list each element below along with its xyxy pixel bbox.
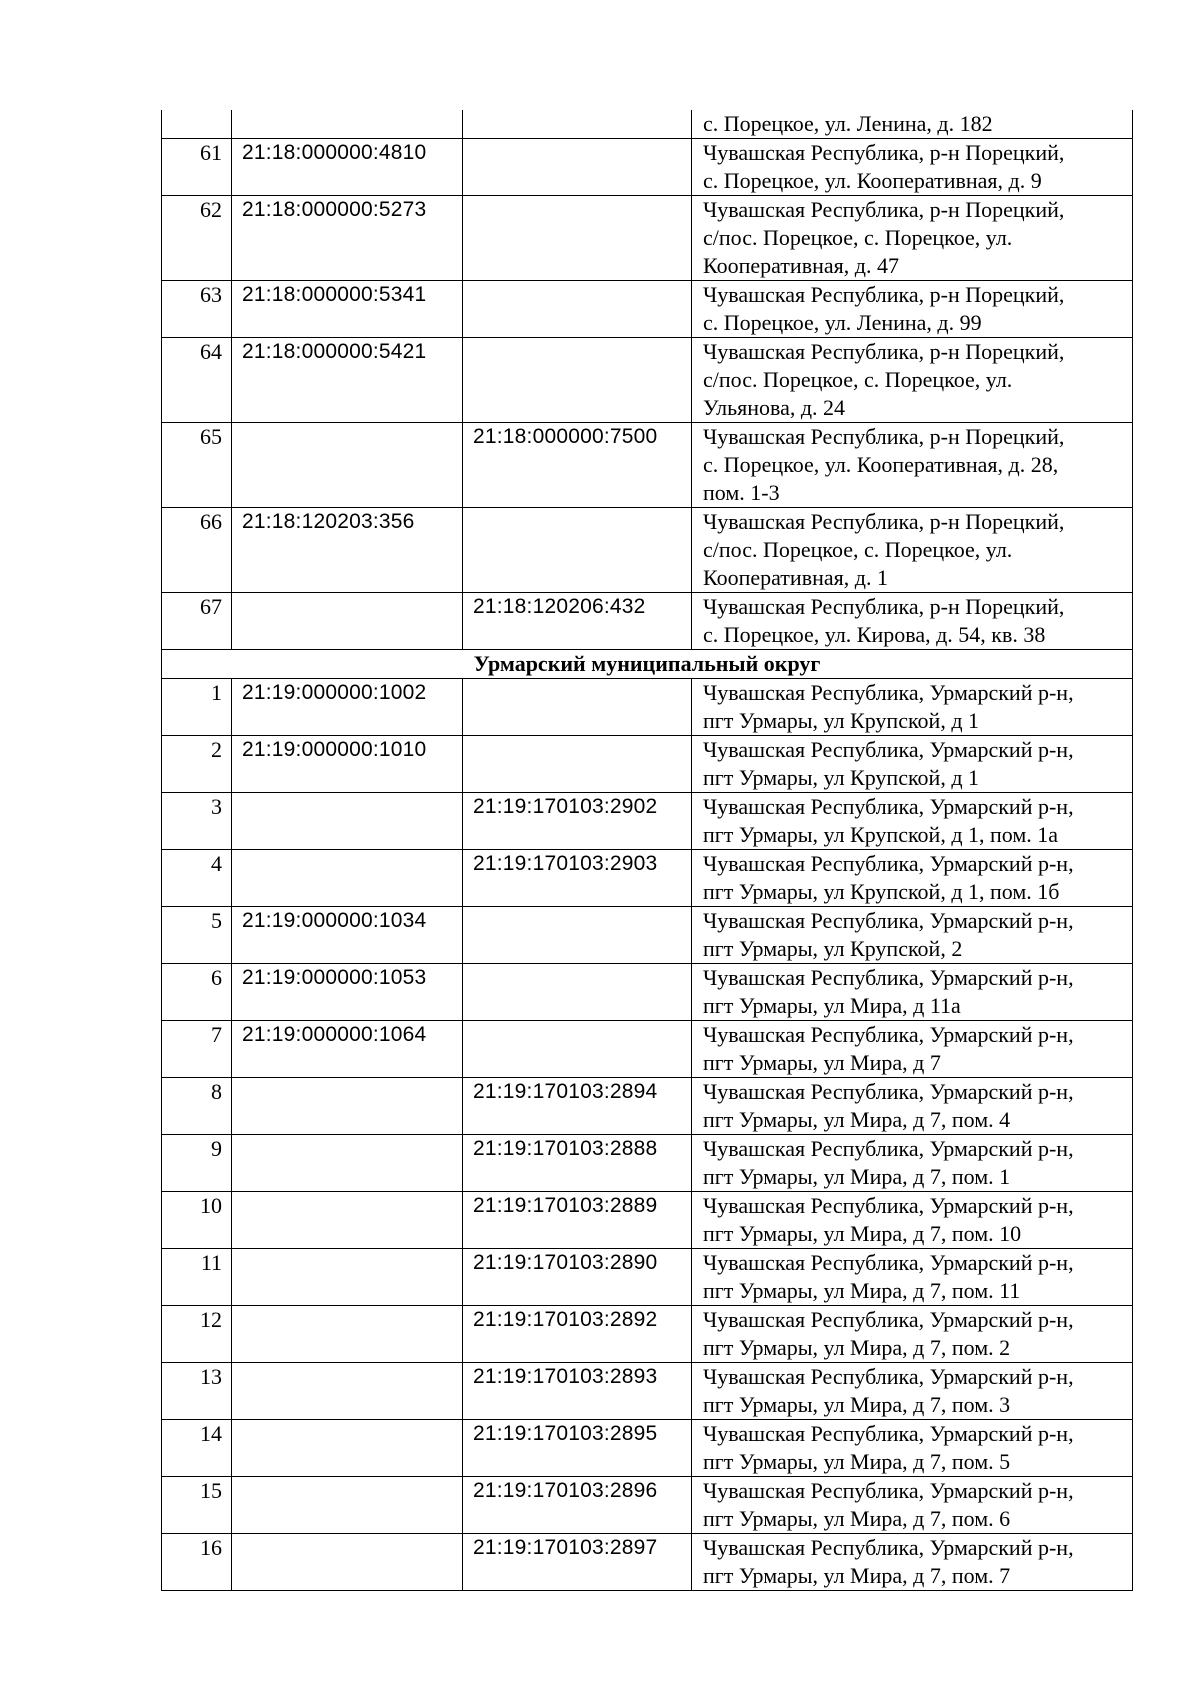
address-line: Чувашская Республика, Урмарский р-н, xyxy=(703,1421,1074,1446)
address-cell xyxy=(692,1249,1133,1306)
table-row xyxy=(162,1135,1133,1192)
table-row-continued xyxy=(162,110,1133,139)
address-line: Чувашская Республика, Урмарский р-н, xyxy=(703,1364,1074,1389)
row-number-cell xyxy=(162,110,232,139)
address-cell xyxy=(692,110,1133,139)
address-line: пгт Урмары, ул Мира, д 7, пом. 6 xyxy=(703,1506,1011,1531)
address-line: с. Порецкое, ул. Ленина, д. 99 xyxy=(703,310,982,335)
row-number-cell: 63 xyxy=(162,281,232,338)
table-row xyxy=(162,964,1133,1021)
cadastral-building-cell xyxy=(232,1363,463,1420)
address-line: с/пос. Порецкое, с. Порецкое, ул. xyxy=(703,367,1013,392)
address-line: Чувашская Республика, р-н Порецкий, xyxy=(703,339,1065,364)
address-line: пгт Урмары, ул Мира, д 7, пом. 4 xyxy=(703,1107,1011,1132)
address-line: Чувашская Республика, Урмарский р-н, xyxy=(703,908,1074,933)
address-line: Чувашская Республика, Урмарский р-н, xyxy=(703,1535,1074,1560)
table-row xyxy=(162,196,1133,281)
address-cell xyxy=(692,736,1133,793)
address-line: Чувашская Республика, Урмарский р-н, xyxy=(703,851,1074,876)
cadastral-building-cell: 21:18:000000:5341 xyxy=(232,281,463,338)
cadastral-building-cell: 21:19:000000:1002 xyxy=(232,679,463,736)
cadastral-premises-cell: 21:19:170103:2893 xyxy=(463,1363,692,1420)
row-number-cell: 16 xyxy=(162,1534,232,1591)
cadastral-building-cell xyxy=(232,110,463,139)
cadastral-building-cell xyxy=(232,593,463,650)
address-cell xyxy=(692,1192,1133,1249)
address-line: Чувашская Республика, Урмарский р-н, xyxy=(703,1022,1074,1047)
cadastral-building-cell xyxy=(232,1249,463,1306)
address-cell xyxy=(692,196,1133,281)
address-cell xyxy=(692,139,1133,196)
address-line: Ульянова, д. 24 xyxy=(703,395,846,420)
row-number-cell: 2 xyxy=(162,736,232,793)
address-cell xyxy=(692,1477,1133,1534)
address-cell xyxy=(692,964,1133,1021)
address-cell xyxy=(692,793,1133,850)
address-line: пгт Урмары, ул Крупской, д 1 xyxy=(703,765,980,790)
cadastral-premises-cell xyxy=(463,338,692,423)
cadastral-building-cell: 21:19:000000:1010 xyxy=(232,736,463,793)
cadastral-premises-cell xyxy=(463,139,692,196)
address-line: пгт Урмары, ул Крупской, д 1 xyxy=(703,708,980,733)
address-line: Чувашская Республика, р-н Порецкий, xyxy=(703,424,1065,449)
row-number-cell: 67 xyxy=(162,593,232,650)
address-line: Кооперативная, д. 47 xyxy=(703,253,899,278)
cadastral-premises-cell: 21:19:170103:2902 xyxy=(463,793,692,850)
row-number-cell: 5 xyxy=(162,907,232,964)
address-line: с/пос. Порецкое, с. Порецкое, ул. xyxy=(703,225,1013,250)
row-number-cell: 12 xyxy=(162,1306,232,1363)
row-number-cell: 10 xyxy=(162,1192,232,1249)
address-line: Чувашская Республика, р-н Порецкий, xyxy=(703,197,1065,222)
address-line: Кооперативная, д. 1 xyxy=(703,565,888,590)
address-line: пгт Урмары, ул Мира, д 7, пом. 11 xyxy=(703,1278,1021,1303)
table-row xyxy=(162,1192,1133,1249)
address-line: пгт Урмары, ул Мира, д 7, пом. 10 xyxy=(703,1221,1022,1246)
cadastral-premises-cell xyxy=(463,1021,692,1078)
table-row xyxy=(162,850,1133,907)
address-line: пгт Урмары, ул Мира, д 7, пом. 1 xyxy=(703,1164,1011,1189)
address-cell xyxy=(692,1420,1133,1477)
cadastral-building-cell xyxy=(232,1078,463,1135)
address-cell xyxy=(692,1021,1133,1078)
cadastral-building-cell: 21:19:000000:1034 xyxy=(232,907,463,964)
cadastral-building-cell: 21:18:000000:4810 xyxy=(232,139,463,196)
row-number-cell: 1 xyxy=(162,679,232,736)
address-line: с/пос. Порецкое, с. Порецкое, ул. xyxy=(703,537,1013,562)
address-cell xyxy=(692,423,1133,508)
table-row xyxy=(162,139,1133,196)
cadastral-premises-cell: 21:18:120206:432 xyxy=(463,593,692,650)
cadastral-building-cell xyxy=(232,1534,463,1591)
cadastral-building-cell xyxy=(232,1192,463,1249)
address-line: Чувашская Республика, Урмарский р-н, xyxy=(703,1478,1074,1503)
cadastral-building-cell xyxy=(232,1135,463,1192)
address-cell xyxy=(692,593,1133,650)
table-row xyxy=(162,593,1133,650)
table-row xyxy=(162,1249,1133,1306)
address-cell xyxy=(692,1534,1133,1591)
cadastral-premises-cell: 21:19:170103:2892 xyxy=(463,1306,692,1363)
cadastral-premises-cell xyxy=(463,736,692,793)
cadastral-premises-cell xyxy=(463,281,692,338)
cadastral-premises-cell: 21:19:170103:2896 xyxy=(463,1477,692,1534)
table-row xyxy=(162,907,1133,964)
table-row xyxy=(162,423,1133,508)
row-number-cell: 66 xyxy=(162,508,232,593)
cadastral-building-cell xyxy=(232,1306,463,1363)
table-row xyxy=(162,1021,1133,1078)
row-number-cell: 11 xyxy=(162,1249,232,1306)
cadastral-premises-cell xyxy=(463,964,692,1021)
table-row xyxy=(162,793,1133,850)
address-line: с. Порецкое, ул. Кирова, д. 54, кв. 38 xyxy=(703,622,1046,647)
row-number-cell: 4 xyxy=(162,850,232,907)
address-cell xyxy=(692,679,1133,736)
address-line: Чувашская Республика, Урмарский р-н, xyxy=(703,737,1074,762)
address-line: с. Порецкое, ул. Ленина, д. 182 xyxy=(703,111,993,136)
address-line: Чувашская Республика, р-н Порецкий, xyxy=(703,509,1065,534)
row-number-cell: 7 xyxy=(162,1021,232,1078)
address-cell xyxy=(692,850,1133,907)
row-number-cell: 3 xyxy=(162,793,232,850)
table-body xyxy=(162,110,1133,1591)
row-number-cell: 62 xyxy=(162,196,232,281)
cadastral-premises-cell: 21:19:170103:2894 xyxy=(463,1078,692,1135)
address-line: Чувашская Республика, р-н Порецкий, xyxy=(703,594,1065,619)
address-cell xyxy=(692,508,1133,593)
table-row xyxy=(162,679,1133,736)
cadastral-premises-cell xyxy=(463,196,692,281)
address-line: Чувашская Республика, Урмарский р-н, xyxy=(703,680,1074,705)
table-row xyxy=(162,1534,1133,1591)
address-line: с. Порецкое, ул. Кооперативная, д. 28, xyxy=(703,452,1059,477)
row-number-cell: 61 xyxy=(162,139,232,196)
cadastral-premises-cell: 21:19:170103:2888 xyxy=(463,1135,692,1192)
address-line: Чувашская Республика, Урмарский р-н, xyxy=(703,1250,1074,1275)
cadastral-premises-cell: 21:19:170103:2903 xyxy=(463,850,692,907)
address-cell xyxy=(692,1363,1133,1420)
address-line: пом. 1-3 xyxy=(703,480,780,505)
row-number-cell: 64 xyxy=(162,338,232,423)
row-number-cell: 13 xyxy=(162,1363,232,1420)
cadastral-building-cell xyxy=(232,850,463,907)
address-line: пгт Урмары, ул Мира, д 11а xyxy=(703,993,961,1018)
cadastral-premises-cell xyxy=(463,679,692,736)
table-row xyxy=(162,1078,1133,1135)
row-number-cell: 15 xyxy=(162,1477,232,1534)
address-line: пгт Урмары, ул Мира, д 7 xyxy=(703,1050,941,1075)
property-registry-table xyxy=(161,110,1133,1591)
cadastral-building-cell xyxy=(232,1420,463,1477)
row-number-cell: 65 xyxy=(162,423,232,508)
address-line: Чувашская Республика, Урмарский р-н, xyxy=(703,1079,1074,1104)
cadastral-premises-cell xyxy=(463,110,692,139)
row-number-cell: 9 xyxy=(162,1135,232,1192)
address-cell xyxy=(692,1306,1133,1363)
cadastral-building-cell xyxy=(232,423,463,508)
address-cell xyxy=(692,281,1133,338)
address-line: Чувашская Республика, Урмарский р-н, xyxy=(703,794,1074,819)
address-line: пгт Урмары, ул Крупской, 2 xyxy=(703,936,963,961)
address-line: пгт Урмары, ул Мира, д 7, пом. 5 xyxy=(703,1449,1011,1474)
address-line: пгт Урмары, ул Мира, д 7, пом. 2 xyxy=(703,1335,1011,1360)
address-line: Чувашская Республика, Урмарский р-н, xyxy=(703,1193,1074,1218)
cadastral-building-cell xyxy=(232,793,463,850)
row-number-cell: 6 xyxy=(162,964,232,1021)
table-row xyxy=(162,281,1133,338)
cadastral-premises-cell: 21:19:170103:2895 xyxy=(463,1420,692,1477)
cadastral-premises-cell: 21:19:170103:2897 xyxy=(463,1534,692,1591)
cadastral-premises-cell: 21:18:000000:7500 xyxy=(463,423,692,508)
table-row xyxy=(162,736,1133,793)
cadastral-premises-cell xyxy=(463,907,692,964)
row-number-cell: 8 xyxy=(162,1078,232,1135)
table-row xyxy=(162,1306,1133,1363)
address-line: Чувашская Республика, р-н Порецкий, xyxy=(703,140,1065,165)
table-row xyxy=(162,338,1133,423)
cadastral-building-cell: 21:19:000000:1053 xyxy=(232,964,463,1021)
cadastral-premises-cell: 21:19:170103:2890 xyxy=(463,1249,692,1306)
address-line: пгт Урмары, ул Мира, д 7, пом. 7 xyxy=(703,1563,1011,1588)
table-row xyxy=(162,508,1133,593)
table-row xyxy=(162,1420,1133,1477)
address-cell xyxy=(692,1078,1133,1135)
address-line: пгт Урмары, ул Крупской, д 1, пом. 1б xyxy=(703,879,1060,904)
address-line: пгт Урмары, ул Крупской, д 1, пом. 1а xyxy=(703,822,1059,847)
address-line: Чувашская Республика, р-н Порецкий, xyxy=(703,282,1065,307)
address-line: Чувашская Республика, Урмарский р-н, xyxy=(703,1307,1074,1332)
address-line: Чувашская Республика, Урмарский р-н, xyxy=(703,1136,1074,1161)
address-line: Чувашская Республика, Урмарский р-н, xyxy=(703,965,1074,990)
cadastral-building-cell xyxy=(232,1477,463,1534)
address-line: пгт Урмары, ул Мира, д 7, пом. 3 xyxy=(703,1392,1011,1417)
table-row xyxy=(162,1477,1133,1534)
cadastral-building-cell: 21:18:000000:5273 xyxy=(232,196,463,281)
cadastral-premises-cell xyxy=(463,508,692,593)
cadastral-building-cell: 21:18:000000:5421 xyxy=(232,338,463,423)
cadastral-building-cell: 21:19:000000:1064 xyxy=(232,1021,463,1078)
section-title: Урмарский муниципальный округ xyxy=(162,650,1133,679)
table-row xyxy=(162,1363,1133,1420)
address-cell xyxy=(692,907,1133,964)
address-cell xyxy=(692,338,1133,423)
section-header-row xyxy=(162,650,1133,679)
row-number-cell: 14 xyxy=(162,1420,232,1477)
cadastral-building-cell: 21:18:120203:356 xyxy=(232,508,463,593)
cadastral-premises-cell: 21:19:170103:2889 xyxy=(463,1192,692,1249)
address-cell xyxy=(692,1135,1133,1192)
address-line: с. Порецкое, ул. Кооперативная, д. 9 xyxy=(703,168,1042,193)
